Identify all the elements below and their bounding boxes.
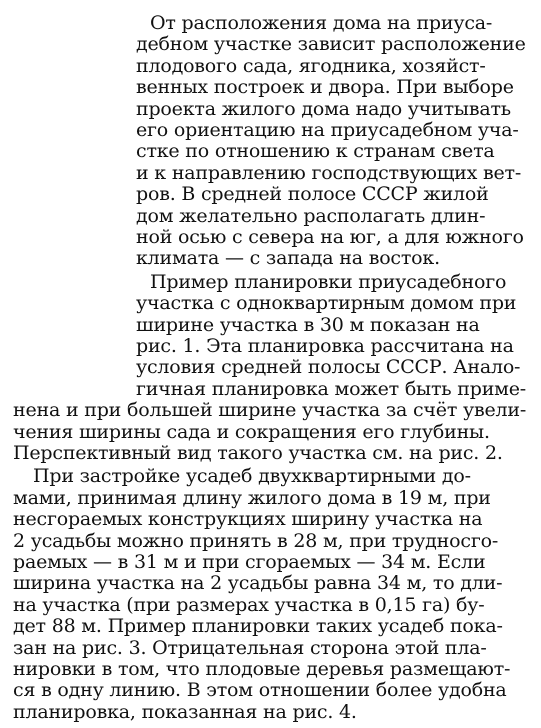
- paragraph-3-line: дет 88 м. Пример планировки таких усадеб пока-: [13, 615, 503, 638]
- paragraph-3-line: планировка, показанная на рис. 4.: [13, 700, 357, 723]
- paragraph-3-line: раемых — в 31 м и при сгораемых — 34 м. Если: [13, 551, 486, 573]
- paragraph-2-line: Пример планировки приусадебного: [150, 270, 507, 293]
- paragraph-2-line: Перспективный вид такого участка см. на рис. 2.: [13, 442, 503, 464]
- paragraph-1-line: венных построек и двора. При выборе: [136, 76, 514, 99]
- paragraph-1-line: климата — с запада на восток.: [136, 247, 440, 270]
- paragraph-2-line: ширине участка в 30 м показан на: [136, 313, 480, 336]
- paragraph-3-line: 2 усадьбы можно принять в 28 м, при трудносго-: [13, 529, 499, 552]
- paragraph-1-line: и к направлению господствующих вет-: [136, 161, 522, 184]
- paragraph-1-line: стке по отношению к странам света: [136, 140, 495, 163]
- paragraph-3-line: несгораемых конструкциях ширину участка на: [13, 508, 483, 531]
- paragraph-3-line: мами, принимая длину жилого дома в 19 м, при: [13, 486, 491, 509]
- paragraph-2-line: участка с одноквартирным домом при: [136, 292, 517, 315]
- paragraph-2-line: условия средней полосы СССР. Анало-: [136, 356, 521, 379]
- paragraph-3-line: ширина участка на 2 усадьбы равна 34 м, то дли-: [13, 572, 503, 595]
- paragraph-2-line: рис. 1. Эта планировка рассчитана на: [136, 335, 514, 357]
- paragraph-1-line: его ориентацию на приусадебном уча-: [136, 119, 519, 141]
- paragraph-3-line: на участка (при размерах участка в 0,15 га) бу-: [13, 593, 485, 616]
- paragraph-2-line: чения ширины сада и сокращения его глубины.: [13, 420, 490, 443]
- paragraph-1-line: плодового сада, ягодника, хозяйст-: [136, 54, 486, 77]
- paragraph-1-line: ной осью с севера на юг, а для южного: [136, 226, 524, 248]
- paragraph-3-line: зан на рис. 3. Отрицательная сторона этой пла-: [13, 636, 487, 659]
- paragraph-3-line: При застройке усадеб двухквартирными до-: [33, 465, 471, 488]
- paragraph-1-line: проекта жилого дома надо учитывать: [136, 97, 511, 120]
- paragraph-1-line: дом желательно располагать длин-: [136, 204, 486, 227]
- paragraph-1-line: От расположения дома на приуса-: [150, 12, 493, 34]
- paragraph-2-line: гичная планировка может быть приме-: [136, 377, 527, 400]
- paragraph-1-line: дебном участке зависит расположение: [136, 33, 526, 56]
- paragraph-1-line: ров. В средней полосе СССР жилой: [136, 183, 489, 206]
- paragraph-2-line: нена и при большей ширине участка за счёт увели-: [13, 399, 527, 422]
- paragraph-3-line: ся в одну линию. В этом отношении более удобна: [13, 679, 507, 702]
- paragraph-3-line: нировки в том, что плодовые деревья размещают-: [13, 658, 511, 680]
